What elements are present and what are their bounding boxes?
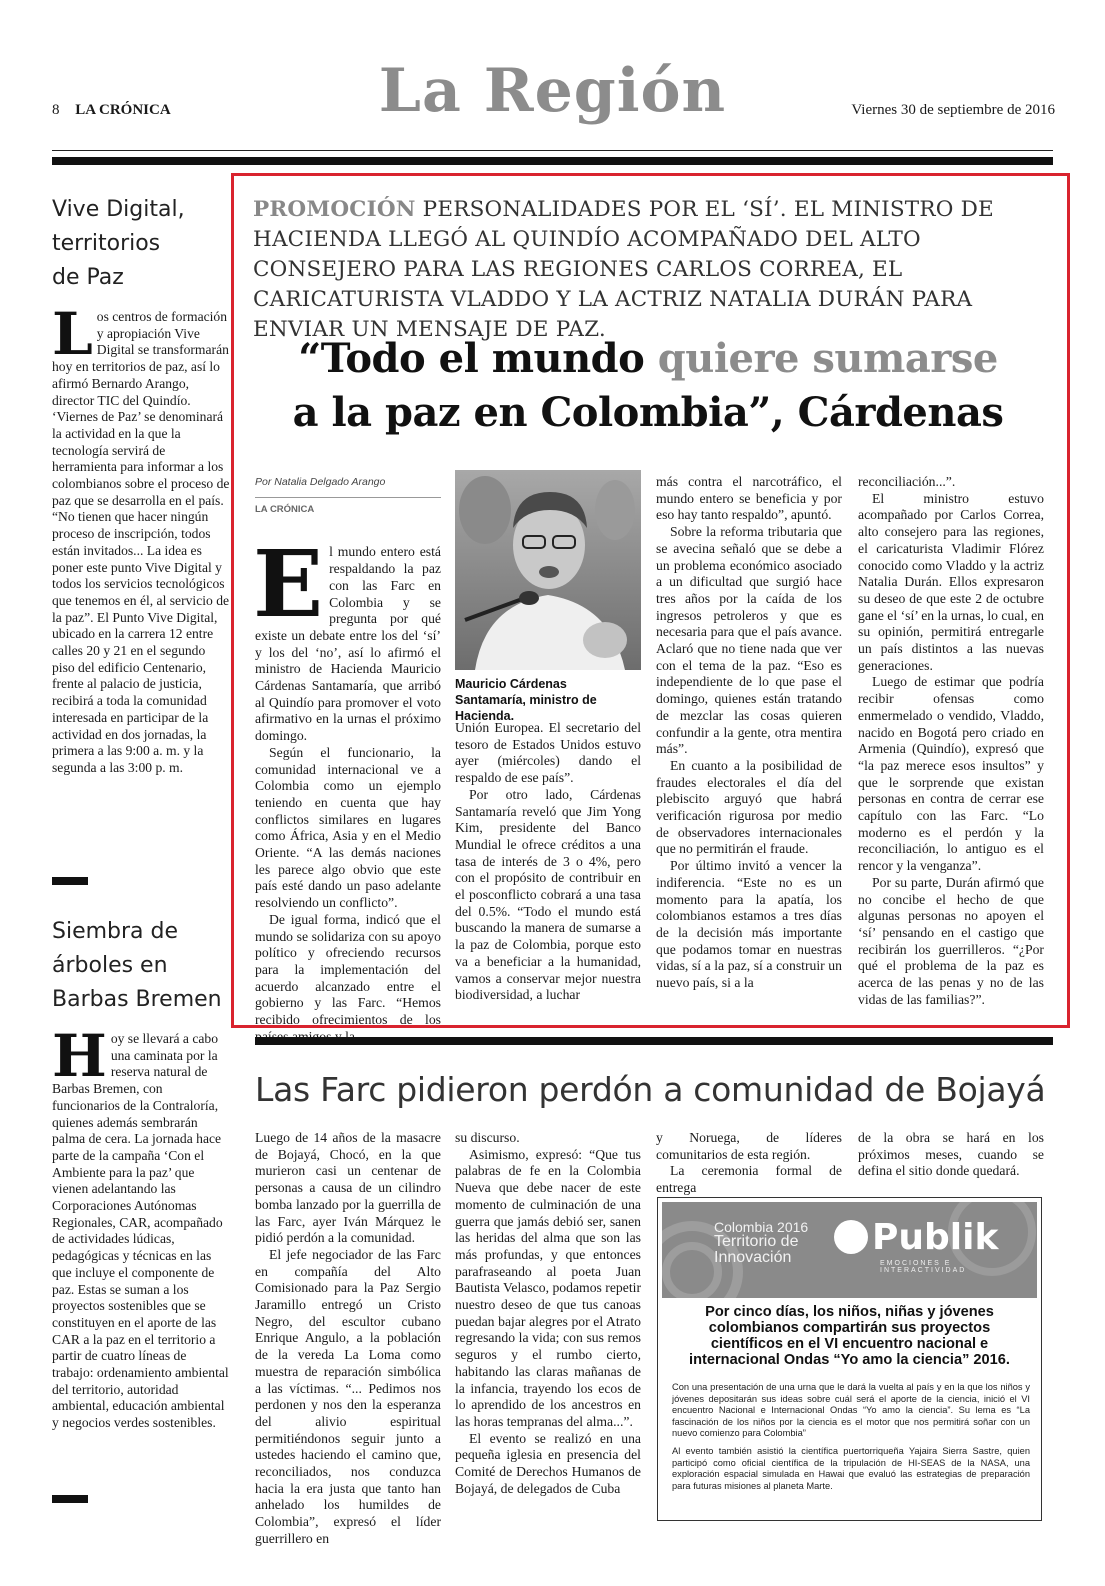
title-line: árboles en: [52, 953, 168, 978]
sidebar-story-body: [52, 1022, 230, 1432]
drop-cap: L: [52, 300, 93, 368]
second-column-3: [656, 1130, 842, 1197]
body-text: os centros de formación y apropiación Vive Digital se transformarán hoy en territorios de paz, así lo afirmó Bernardo Arango, director TIC del Quindío. ‘Viernes de Paz’ se denominará la actividad en la que la tecnología servirá de herramienta para informar a los colombianos sobre el proceso de paz que se desarrolla en el país. “No tienen que hacer ningún proceso de inscripción, todos están invitados... La idea es poner este punto Vive Digital y todos los servicios tecnológicos que tenemos en él, al servicio de la paz”. El Punto Vive Digital, ubicado en la carrera 12 entre calles 20 y 21 en el segundo piso del edificio Centenario, frente al palacio de justicia, recibirá a toda la comunidad interesada en participar de la actividad en dos jornadas, la primera a las 9:00 a. m. y la segunda a las 3:00 p. m.: [52, 309, 230, 775]
drop-cap: H: [52, 1022, 107, 1090]
paragraph: más contra el narcotráfico, el mundo entero se beneficia y por eso hay tanto respaldo”, apuntó.: [656, 474, 842, 523]
lead-paragraph: [253, 530, 441, 744]
paragraph: Por otro lado, Cárdenas Santamaría reveló que Jim Yong Kim, presidente del Banco Mundial le ofrece créditos a una tasa de interés de 3 o 4%, pero con el propósito de contribuir en el posconflicto cobrará a una tasa del 0.5%. “Todo el mundo está buscando la manera de sumarse a la paz de Colombia, porque esto va a beneficiar a la humanidad, vamos a conservar mejor nuestra biodiversidad, a luchar: [455, 786, 641, 1003]
article-column-2: [455, 720, 641, 1004]
sidebar-story-barbas-bremen: [52, 915, 230, 1432]
header-rule-thick: [52, 157, 1053, 165]
body-text: l mundo entero está respaldando la paz con las Farc en Colombia y se pregunta por qué existe un debate entre los del ‘sí’ y los del ‘no’, así lo afirmó el ministro de Hacienda Mauricio Cárdenas Santamaría, que arribó al Quindío para promover el voto afirmativo en la urnas el próximo domingo.: [255, 544, 441, 744]
paragraph: Según el funcionario, la comunidad internacional ve a Colombia como un ejemplo teniendo en cuenta que hay conflictos similares en lugares como África, Asia y en el Medio Oriente. “A las demás naciones les parece algo obvio que este país esté dando un paso adelante resolviendo un conflicto”.: [255, 744, 441, 911]
paragraph: Luego de estimar que podría recibir ofensas como enmermelado o vendido, Vladdo, nacido en Bogotá pero criado en Armenia (Quindío), expresó que “la paz merece esos insultos” y que le sorprende que existan personas en contra de cerrar ese capítulo con las Farc. “Lo moderno es el perdón y la reconciliación, lo antiguo es el rencor y la venganza”.: [858, 674, 1044, 874]
paragraph: reconciliación...”.: [858, 474, 956, 489]
sidebar-story-title: [52, 193, 230, 295]
title-line: territorios: [52, 231, 161, 256]
sidebar-story-vive-digital: [52, 193, 230, 777]
ad-body: [672, 1382, 1030, 1492]
ad-paragraph: Al evento también asistió la científica puertorriqueña Yajaira Sierra Sastre, quien participó como oficial científica de la tripulación de HI-SEAS de la NASA, una exploración espacial simulada en Hawai que evaluó las estrategias de preparación para futuras misiones al planeta Marte.: [672, 1445, 1030, 1491]
paragraph: Por último invitó a vencer la indiferencia. “Este no es un momento para la apatía, los colombianos estamos a tres días de la decisión más importante que podamos tomar en nuestras vidas, sí a la paz, sí a construir un nuevo país, si a la: [656, 858, 842, 991]
ad-paragraph: Con una presentación de una urna que le dará la vuelta al país y en la que los niños y jóvenes depositarán sus ideas sobre cuál será el aporte de la ciencia, inició el VI encuentro Nacional e Internacional Ondas “Yo amo la ciencia”. Su lema es “La fascinación de los niños por la ciencia es el motor que nos permitirá soñar con un nuevo comienzo para Colombia”: [672, 1382, 1030, 1439]
paragraph: En cuanto a la posibilidad de fraudes electorales el día del plebiscito arguyó que habrá verificación rigurosa por medio de observadores internacionales que no permitirán el fraude.: [656, 757, 842, 857]
paragraph: Asimismo, expresó: “Que tus palabras de fe en la Colombia Nueva que debe nacer de este momento de culminación de una guerra que jamás debió ser, sanen las heridas del alma que son las más profundas, y que entonces parafraseando al poeta Juan Bautista Velasco, podamos repetir nuestro deseo de que tus canoas puedan bajar alegres por el Atrato regresando la vida; con sus remos seguros y el rumbo cierto, habitando las claras mañanas de la infancia, trayendo los ecos de lo aprendido de los ancestros en las horas tempranas del alma...”.: [455, 1146, 642, 1429]
logo-mark-icon: [834, 1220, 868, 1254]
body-text: oy se llevará a cabo una caminata por la reserva natural de Barbas Bremen, con funcionarios de la Contraloría, quienes además sembrarán palma de cera. La jornada hace parte de la campaña ‘Con el Ambiente para la paz’ que vienen adelantando las Corporaciones Autónomas Regionales, CAR, acompañado de actividades lúdicas, pedagógicas y técnicas en las que incluye el componente de paz. Estas se suman a los proyectos sostenibles que se constituyen en el aporte de las CAR a la paz en el territorio a partir de cuatro líneas de trabajo: ordenamiento ambiental del territorio, autoridad ambiental, educación ambiental y negocios verdes sostenibles.: [52, 1031, 229, 1431]
byline-source: LA CRÓNICA: [255, 503, 315, 515]
drop-cap: E: [253, 530, 324, 639]
paragraph: Por su parte, Durán afirmó que no concibe el hecho de que algunas personas no apoyen el ‘sí’ pensando en el castigo que recibirán los guerrilleros. “¿Por qué el problema de la paz es acerca de las penas y no de las vidas de las familias?”.: [858, 874, 1044, 1007]
sidebar-story-body: [52, 300, 230, 777]
headline-part: “Todo el mundo: [298, 335, 658, 382]
photo-caption: Mauricio Cárdenas Santamaría, ministro de Hacienda.: [455, 677, 597, 723]
banner-line: Innovación: [714, 1249, 792, 1266]
second-column-4: [858, 1130, 1044, 1180]
logo-text: Publik: [872, 1217, 999, 1258]
sidebar-story-title: [52, 915, 230, 1017]
minister-photo: [455, 470, 641, 670]
headline-highlight: quiere sumarse: [657, 335, 998, 382]
article-kicker: [253, 195, 1053, 345]
banner-line: Colombia 2016: [714, 1219, 809, 1235]
paragraph: Sobre la reforma tributaria que se avecina señaló que se debe a un problema económico asociado a un dificultad que surgió hace tres años por la caída de los ingresos petroleros y que es necesaria para que el país avance. Aclaró que no tiene nada que ver con el tema de la paz. “Eso es independiente de lo que pase el domingo, quienes están tratando de mezclar las cosas quieren confundir a la gente, otra mentira más”.: [656, 524, 842, 757]
ad-banner-text: [714, 1220, 808, 1266]
byline-rule: [255, 497, 441, 498]
advertisement: [657, 1197, 1042, 1521]
paragraph: Unión Europea. El secretario del tesoro de Estados Unidos estuvo ayer (miércoles) dando el respaldo de ese país”.: [455, 720, 641, 786]
title-line: de Paz: [52, 265, 124, 290]
kicker-label: PROMOCIÓN: [253, 197, 416, 222]
article-headline: [253, 332, 1043, 440]
second-article-headline: Las Farc pidieron perdón a comunidad de Bojayá: [255, 1070, 1046, 1109]
paragraph: de la obra se hará en los próximos meses, cuando se defina el sitio donde quedará.: [858, 1130, 1044, 1179]
article-column-4: [858, 474, 1044, 1009]
page-number: 8: [52, 102, 60, 118]
paragraph: su discurso.: [455, 1130, 520, 1145]
sidebar-divider: [52, 1495, 88, 1503]
publik-logo: [834, 1217, 999, 1258]
paragraph: El ministro estuvo acompañado por Carlos Correa, alto consejero para las regiones, el caricaturista Vladimir Flórez conocido como Vladdo y la actriz Natalia Durán. Ellos expresaron su deseo de que este 2 de octubre gane el ‘sí’ en la urnas, lo cual, en su opinión, permitirá entregarle un país distintos a las nuevas generaciones.: [858, 490, 1044, 673]
byline-author: Por Natalia Delgado Arango: [255, 476, 386, 488]
paragraph: El evento se realizó en una pequeña iglesia en presencia del Comité de Derechos Humanos de Bojayá, de delegados de Cuba: [455, 1430, 641, 1496]
ad-banner: [662, 1202, 1037, 1298]
paragraph: De igual forma, indicó que el mundo se solidariza con su apoyo político y ofreciendo recursos para la implementación del acuerdo alcanzado entre el gobierno y las Farc. “Hemos recibido ofrecimientos de los: [255, 911, 441, 1028]
paragraph: La ceremonia formal de entrega: [656, 1163, 842, 1196]
second-column-1: [255, 1130, 441, 1548]
article-column-3: [656, 474, 842, 992]
photo-image: [455, 470, 641, 670]
paragraph: y Noruega, de líderes comunitarios de esta región.: [656, 1130, 842, 1162]
kicker-text: PERSONALIDADES POR EL ‘SÍ’. EL MINISTRO DE HACIENDA LLEGÓ AL QUINDÍO ACOMPAÑADO DEL ALTO CONSEJERO PARA LAS REGIONES CARLOS CORREA, EL CARICATURISTA VLADDO Y LA ACTRIZ NATALIA DURÁN PARA ENVIAR UN MENSAJE DE PAZ.: [253, 197, 994, 342]
paragraph: Luego de 14 años de la masacre de Bojayá, Chocó, en la que murieron casi un centenar de personas a causa de un cilindro bomba lanzado por la guerrilla de las Farc, ayer Iván Márquez le pidió perdón a la comunidad.: [255, 1130, 441, 1246]
issue-date: Viernes 30 de septiembre de 2016: [851, 102, 1055, 118]
banner-line: Territorio de: [714, 1233, 799, 1250]
ad-headline: Por cinco días, los niños, niñas y jóvenes colombianos compartirán sus proyectos científicos en el VI encuentro nacional e internacional Ondas “Yo amo la ciencia” 2016.: [689, 1304, 1010, 1368]
title-line: Siembra de: [52, 919, 179, 944]
section-rule: [255, 1037, 1053, 1045]
article-column-1: [255, 474, 441, 1046]
paragraph: El jefe negociador de las Farc en compañía del Alto Comisionado para la Paz Sergio Jaramillo entregó un Cristo Negro, del escultor cubano Enrique Angulo, a la población de la vereda La Loma como muestra de reparación simbólica a las víctimas. “... Pedimos nos perdonen y nos den la esperanza del alivio espiritual permitiéndonos seguir junto a ustedes haciendo el camino que, reconciliados, nos conduzca hacia la era justa que tanto han anhelado los humildes de Colombia”, expresó el líder guerrillero en: [255, 1246, 441, 1546]
title-line: Barbas Bremen: [52, 987, 222, 1012]
header-rule-thin: [52, 150, 1053, 151]
sidebar-divider: [52, 877, 88, 885]
newspaper-name: LA CRÓNICA: [75, 102, 171, 118]
second-column-2: [455, 1130, 641, 1497]
title-line: Vive Digital,: [52, 197, 185, 222]
logo-tagline: EMOCIONES E INTERACTIVIDAD: [880, 1260, 967, 1274]
section-title: La Región: [378, 56, 727, 126]
headline-part: a la paz en Colombia”, Cárdenas: [292, 389, 1004, 436]
